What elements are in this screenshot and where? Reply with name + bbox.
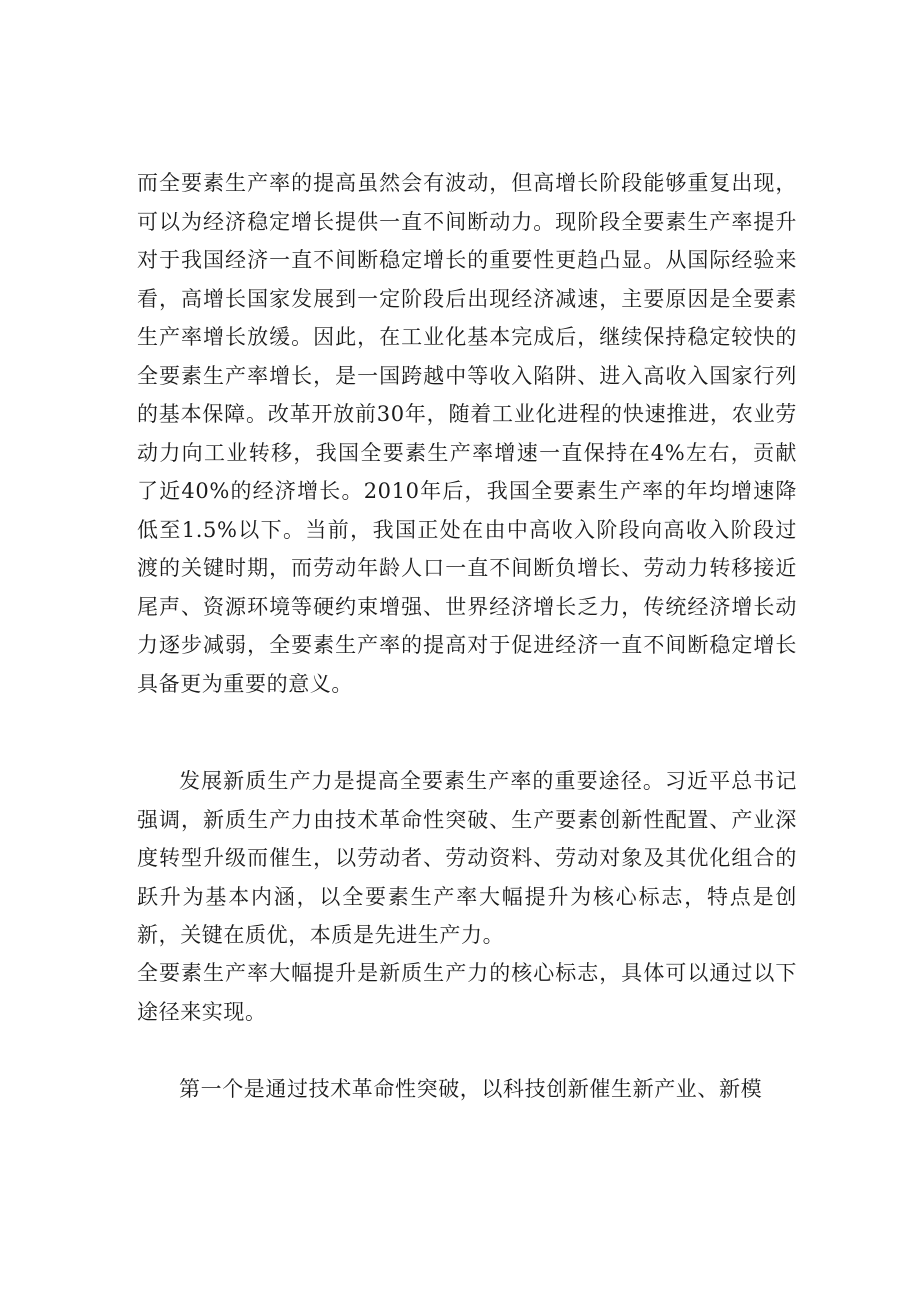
body-paragraph-2 — [137, 762, 797, 955]
body-paragraph-4 — [137, 1070, 797, 1109]
paragraph-text: 而全要素生产率的提高虽然会有波动，但高增长阶段能够重复出现，可以为经济稳定增长提供一直不间断动力。现阶段全要素生产率提升对于我国经济一直不间断稳定增长的重要性更趋凸显。从国际经验来看，高增长国家发展到一定阶段后出现经济减速，主要原因是全要素生产率增长放缓。因此，在工业化基本完成后，继续保持稳定较快的全要素生产率增长，是一国跨越中等收入陷阱、进入高收入国家行列的基本保障。改革开放前30年，随着工业化进程的快速推进，农业劳动力向工业转移，我国全要素生产率增速一直保持在4%左右，贡献了近40%的经济增长。2010年后，我国全要素生产率的年均增速降低至1.5%以下。当前，我国正处在由中高收入阶段向高收入阶段过渡的关键时期，而劳动年龄人口一直不间断负增长、劳动力转移接近尾声、资源环境等硬约束增强、世界经济增长乏力，传统经济增长动力逐步减弱，全要素生产率的提高对于促进经济一直不间断稳定增长具备更为重要的意义。 — [137, 171, 797, 696]
body-paragraph-1 — [137, 164, 797, 703]
body-paragraph-3 — [137, 954, 797, 1031]
paragraph-text: 全要素生产率大幅提升是新质生产力的核心标志，具体可以通过以下途径来实现。 — [137, 961, 797, 1024]
paragraph-text: 发展新质生产力是提高全要素生产率的重要途径。习近平总书记强调，新质生产力由技术革命性突破、生产要素创新性配置、产业深度转型升级而催生，以劳动者、劳动资料、劳动对象及其优化组合的跃升为基本内涵，以全要素生产率大幅提升为核心标志，特点是创新，关键在质优，本质是先进生产力。 — [137, 769, 797, 947]
paragraph-text: 第一个是通过技术革命性突破，以科技创新催生新产业、新模 — [179, 1077, 763, 1101]
